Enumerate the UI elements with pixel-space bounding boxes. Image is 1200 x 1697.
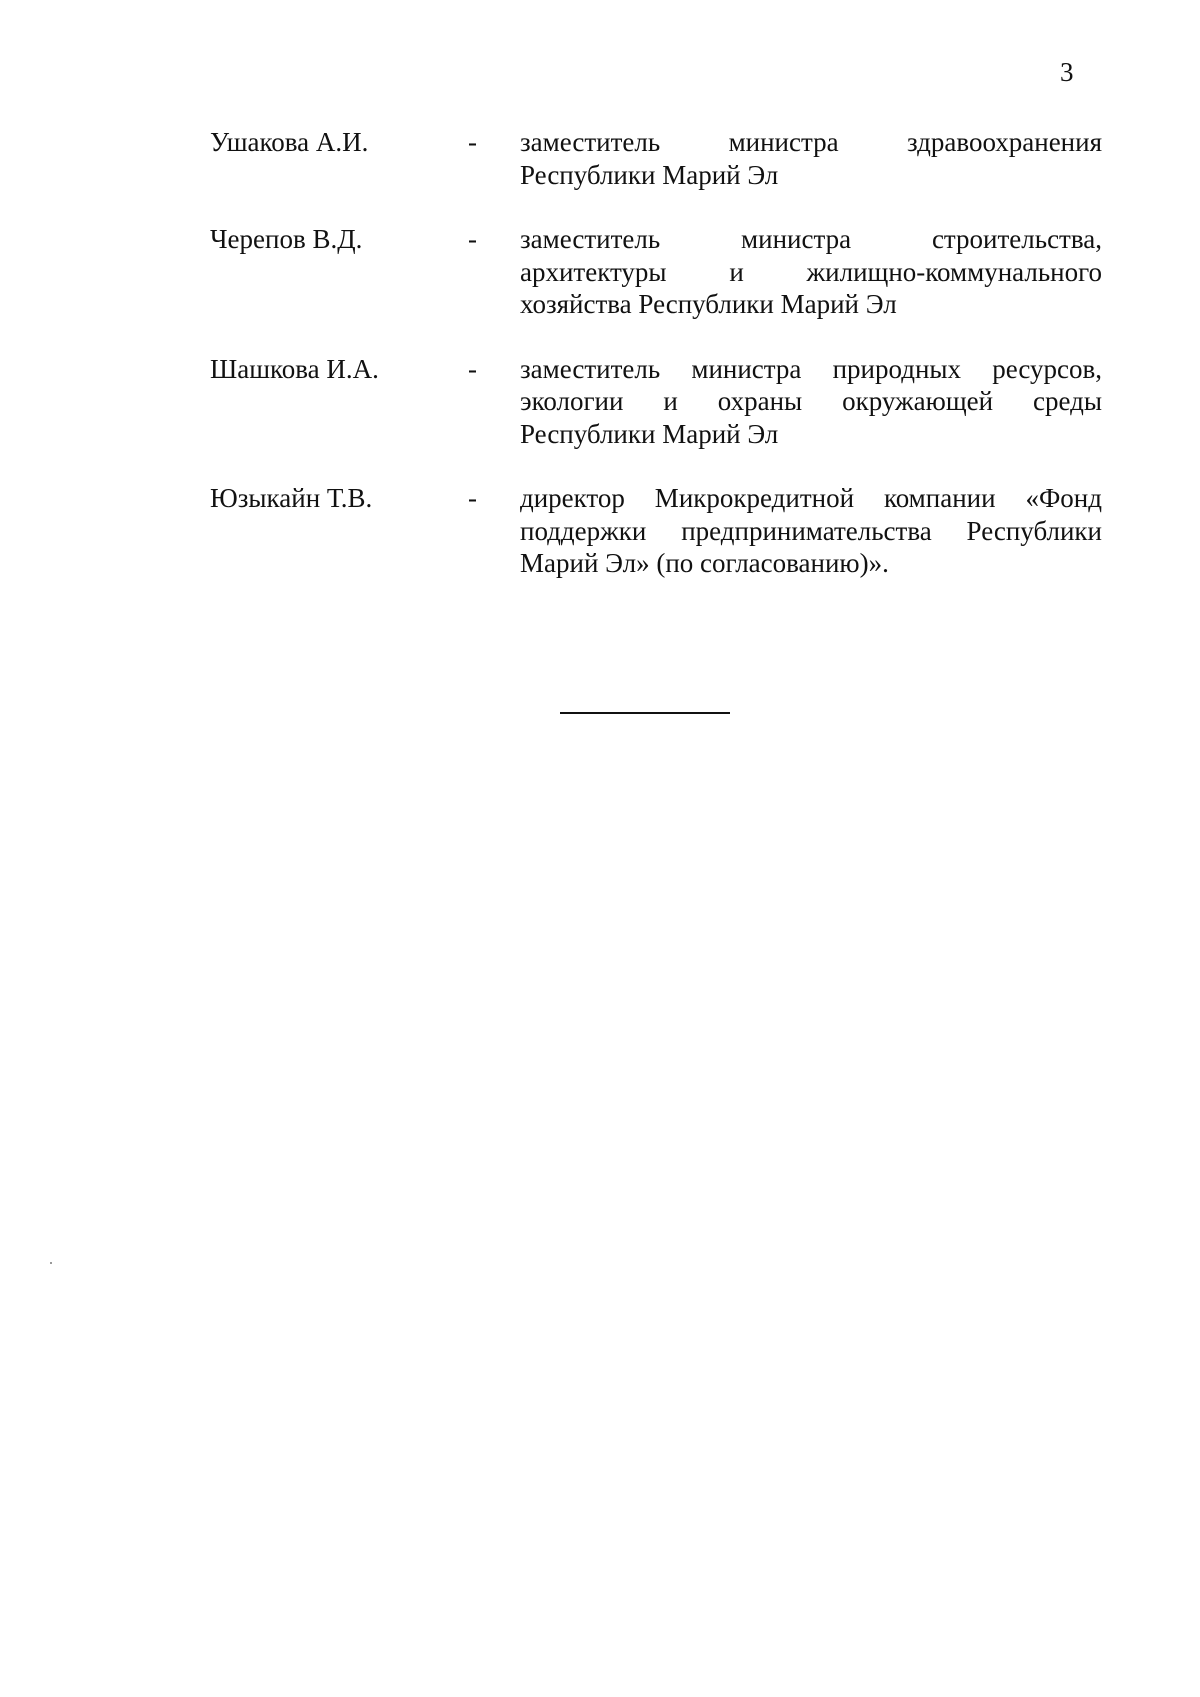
member-entry (210, 126, 1102, 191)
scan-speck (50, 1262, 52, 1264)
member-entry (210, 482, 1102, 580)
member-name: Черепов В.Д. (210, 224, 363, 254)
member-name: Юзыкайн Т.В. (210, 483, 373, 513)
member-dash: - (468, 483, 477, 513)
page-number: 3 (1060, 57, 1074, 87)
member-entry (210, 353, 1102, 451)
end-divider (560, 712, 730, 714)
member-position: директор Микрокредитной компании «Фонд поддержки предпринимательства Республики Марий Эл» (по согласованию)». (520, 483, 1102, 578)
member-position: заместитель министра здравоохранения Республики Марий Эл (520, 127, 1102, 190)
member-position: заместитель министра строительства, архитектуры и жилищно-коммунального хозяйства Республики Марий Эл (520, 224, 1102, 319)
member-name: Ушакова А.И. (210, 127, 369, 157)
member-dash: - (468, 224, 477, 254)
member-list (210, 126, 1102, 612)
member-name: Шашкова И.А. (210, 353, 379, 384)
member-position: заместитель министра природных ресурсов, экологии и охраны окружающей среды Республики Марий Эл (520, 353, 1102, 449)
member-entry (210, 223, 1102, 321)
member-dash: - (468, 127, 477, 157)
member-dash: - (468, 353, 477, 384)
